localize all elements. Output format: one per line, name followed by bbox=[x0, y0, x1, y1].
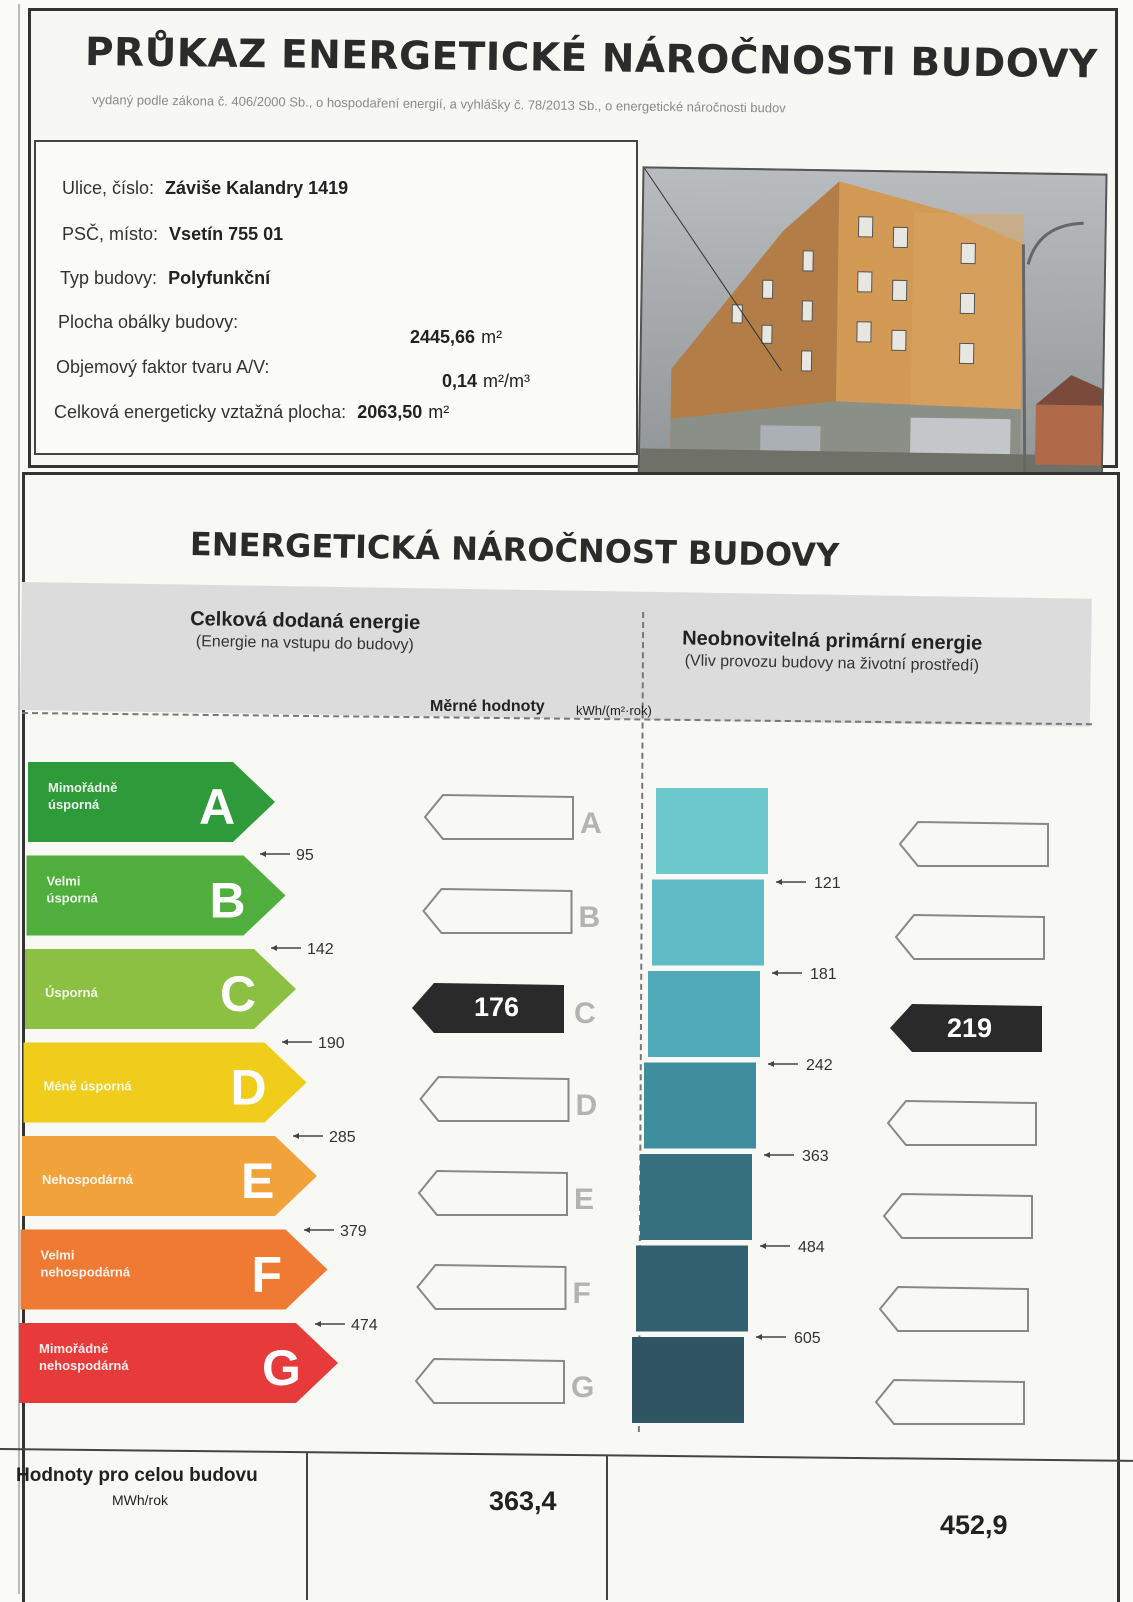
indicator-outline bbox=[425, 795, 573, 839]
right-indicator-a bbox=[900, 822, 1048, 866]
threshold-label: 379 bbox=[340, 1223, 367, 1240]
city-value: Vsetín 755 01 bbox=[169, 224, 284, 244]
class-arrow-f bbox=[21, 1230, 328, 1310]
indicator-outline bbox=[418, 1265, 566, 1309]
threshold-label: 285 bbox=[329, 1129, 356, 1146]
threshold-arrowhead bbox=[760, 1243, 766, 1249]
left-threshold-379 bbox=[304, 1223, 367, 1240]
indicator-letter: A bbox=[580, 807, 602, 840]
class-letter: F bbox=[251, 1246, 283, 1303]
right-threshold-121 bbox=[776, 875, 841, 892]
threshold-arrowhead bbox=[293, 1133, 299, 1139]
threshold-label: 474 bbox=[351, 1317, 378, 1334]
threshold-label: 121 bbox=[814, 875, 841, 892]
right-indicator-d bbox=[888, 1101, 1036, 1145]
primary-energy-bar-segment-b bbox=[652, 880, 764, 966]
class-label: nehospodárná bbox=[40, 1264, 131, 1280]
right-indicator-e bbox=[884, 1194, 1032, 1238]
indicator-letter: F bbox=[572, 1277, 591, 1310]
threshold-arrowhead bbox=[756, 1334, 762, 1340]
total-delivered-energy: 363,4 bbox=[489, 1486, 557, 1516]
left-indicator-f bbox=[418, 1265, 591, 1310]
left-threshold-95 bbox=[260, 847, 314, 864]
class-letter: D bbox=[230, 1059, 267, 1116]
primary-energy-bar-segment-c bbox=[648, 971, 760, 1057]
class-arrow-d bbox=[24, 1043, 307, 1123]
threshold-arrowhead bbox=[768, 1061, 774, 1067]
class-label: úsporná bbox=[48, 797, 100, 812]
class-label: Velmi bbox=[40, 1247, 75, 1263]
threshold-label: 190 bbox=[318, 1035, 345, 1052]
right-indicator-b bbox=[896, 915, 1044, 959]
indicator-outline bbox=[424, 889, 572, 933]
class-letter: C bbox=[220, 966, 257, 1022]
right-threshold-181 bbox=[772, 966, 837, 983]
left-indicator-e bbox=[419, 1171, 594, 1216]
class-label: Mimořádně bbox=[39, 1341, 109, 1356]
threshold-label: 605 bbox=[794, 1330, 821, 1347]
threshold-label: 95 bbox=[296, 847, 314, 864]
right-value-marker bbox=[890, 1004, 1042, 1052]
left-indicator-a bbox=[425, 795, 602, 840]
right-value-text: 219 bbox=[947, 1013, 993, 1043]
city-label: PSČ, místo: bbox=[62, 224, 159, 244]
class-letter: G bbox=[262, 1340, 301, 1396]
indicator-outline bbox=[421, 1077, 569, 1121]
left-threshold-285 bbox=[293, 1129, 356, 1146]
totals-divider-left bbox=[306, 1452, 308, 1600]
threshold-label: 363 bbox=[802, 1148, 829, 1165]
class-arrow-c bbox=[25, 949, 296, 1029]
totals-unit: MWh/rok bbox=[112, 1492, 168, 1508]
right-threshold-363 bbox=[764, 1148, 829, 1165]
class-arrow-a bbox=[28, 762, 275, 842]
threshold-arrowhead bbox=[315, 1321, 321, 1327]
threshold-label: 142 bbox=[307, 941, 334, 958]
specific-values-unit: kWh/(m²·rok) bbox=[576, 703, 652, 718]
threshold-arrowhead bbox=[776, 879, 782, 885]
shape-value: 0,14 bbox=[442, 371, 478, 391]
primary-energy-bar-segment-a bbox=[656, 788, 768, 874]
class-letter: E bbox=[241, 1153, 275, 1209]
class-label: úsporná bbox=[46, 890, 98, 906]
area-label: Celková energeticky vztažná plocha: bbox=[54, 402, 347, 422]
street-label: Ulice, číslo: bbox=[62, 178, 155, 198]
class-arrow-e bbox=[22, 1136, 317, 1216]
class-arrow-g bbox=[19, 1323, 338, 1403]
indicator-outline bbox=[896, 915, 1044, 959]
left-column-heading: Celková dodaná energie bbox=[190, 607, 421, 635]
right-indicator-g bbox=[876, 1380, 1024, 1424]
indicator-outline bbox=[888, 1101, 1036, 1145]
class-label: Nehospodárná bbox=[42, 1172, 134, 1187]
right-threshold-605 bbox=[756, 1330, 821, 1347]
threshold-arrowhead bbox=[764, 1152, 770, 1158]
envelope-label: Plocha obálky budovy: bbox=[58, 312, 239, 332]
left-indicator-d bbox=[421, 1077, 598, 1122]
total-primary-energy: 452,9 bbox=[940, 1510, 1008, 1540]
area-value: 2063,50 bbox=[357, 402, 423, 422]
shape-label: Objemový faktor tvaru A/V: bbox=[56, 357, 270, 377]
threshold-label: 181 bbox=[810, 966, 837, 983]
class-label: Mimořádně bbox=[48, 780, 118, 795]
left-value-marker bbox=[412, 983, 596, 1033]
threshold-arrowhead bbox=[282, 1039, 288, 1045]
left-threshold-142 bbox=[271, 941, 334, 958]
right-threshold-242 bbox=[768, 1057, 833, 1074]
area-unit: m² bbox=[428, 402, 450, 422]
left-value-text: 176 bbox=[474, 992, 520, 1022]
rating-title: ENERGETICKÁ NÁROČNOST BUDOVY bbox=[189, 525, 840, 575]
class-label: Méně úsporná bbox=[43, 1078, 132, 1094]
primary-energy-bar-segment-d bbox=[644, 1063, 756, 1149]
class-letter: A bbox=[199, 779, 236, 835]
type-label: Typ budovy: bbox=[60, 268, 158, 288]
threshold-label: 484 bbox=[798, 1239, 825, 1256]
left-indicator-g bbox=[416, 1359, 594, 1404]
threshold-arrowhead bbox=[304, 1227, 310, 1233]
class-letter: B bbox=[209, 872, 246, 929]
primary-energy-bar-segment-f bbox=[636, 1246, 748, 1332]
right-threshold-484 bbox=[760, 1239, 825, 1256]
shape-unit: m²/m³ bbox=[483, 371, 531, 391]
left-threshold-190 bbox=[282, 1035, 345, 1052]
envelope-unit: m² bbox=[481, 327, 503, 347]
threshold-arrowhead bbox=[772, 970, 778, 976]
indicator-letter: B bbox=[578, 901, 601, 934]
indicator-letter: E bbox=[574, 1183, 595, 1216]
certificate-title: PRŮKAZ ENERGETICKÉ NÁROČNOSTI BUDOVY bbox=[84, 30, 1099, 88]
threshold-arrowhead bbox=[271, 945, 277, 951]
threshold-arrowhead bbox=[260, 851, 266, 857]
indicator-outline bbox=[900, 822, 1048, 866]
indicator-letter: C bbox=[574, 997, 596, 1030]
type-value: Polyfunkční bbox=[168, 268, 271, 288]
indicator-letter: D bbox=[575, 1089, 598, 1122]
specific-values-label: Měrné hodnoty bbox=[430, 698, 545, 715]
left-column-subheading: (Energie na vstupu do budovy) bbox=[195, 633, 414, 654]
indicator-outline bbox=[419, 1171, 567, 1215]
envelope-value: 2445,66 bbox=[410, 327, 476, 347]
indicator-outline bbox=[876, 1380, 1024, 1424]
totals-label: Hodnoty pro celou budovu bbox=[16, 1465, 258, 1486]
class-label: nehospodárná bbox=[39, 1358, 129, 1373]
primary-energy-bar-segment-e bbox=[640, 1154, 752, 1240]
class-arrow-b bbox=[27, 856, 286, 936]
indicator-outline bbox=[884, 1194, 1032, 1238]
indicator-outline bbox=[416, 1359, 564, 1403]
primary-energy-bar-segment-g bbox=[632, 1337, 744, 1423]
right-indicator-f bbox=[880, 1287, 1028, 1331]
indicator-outline bbox=[880, 1287, 1028, 1331]
left-indicator-b bbox=[424, 889, 601, 934]
right-column-heading: Neobnovitelná primární energie bbox=[682, 627, 983, 655]
left-threshold-474 bbox=[315, 1317, 378, 1334]
indicator-letter: G bbox=[571, 1371, 595, 1404]
class-label: Úsporná bbox=[45, 985, 98, 1000]
right-column-subheading: (Vliv provozu budovy na životní prostředí) bbox=[684, 652, 980, 675]
threshold-label: 242 bbox=[806, 1057, 833, 1074]
certificate-subtitle: vydaný podle zákona č. 406/2000 Sb., o hospodaření energií, a vyhlášky č. 78/2013 Sb., o energetické náročnosti budov bbox=[91, 92, 786, 116]
totals-divider-right bbox=[606, 1455, 608, 1600]
class-label: Velmi bbox=[46, 873, 81, 889]
street-value: Záviše Kalandry 1419 bbox=[165, 178, 349, 198]
